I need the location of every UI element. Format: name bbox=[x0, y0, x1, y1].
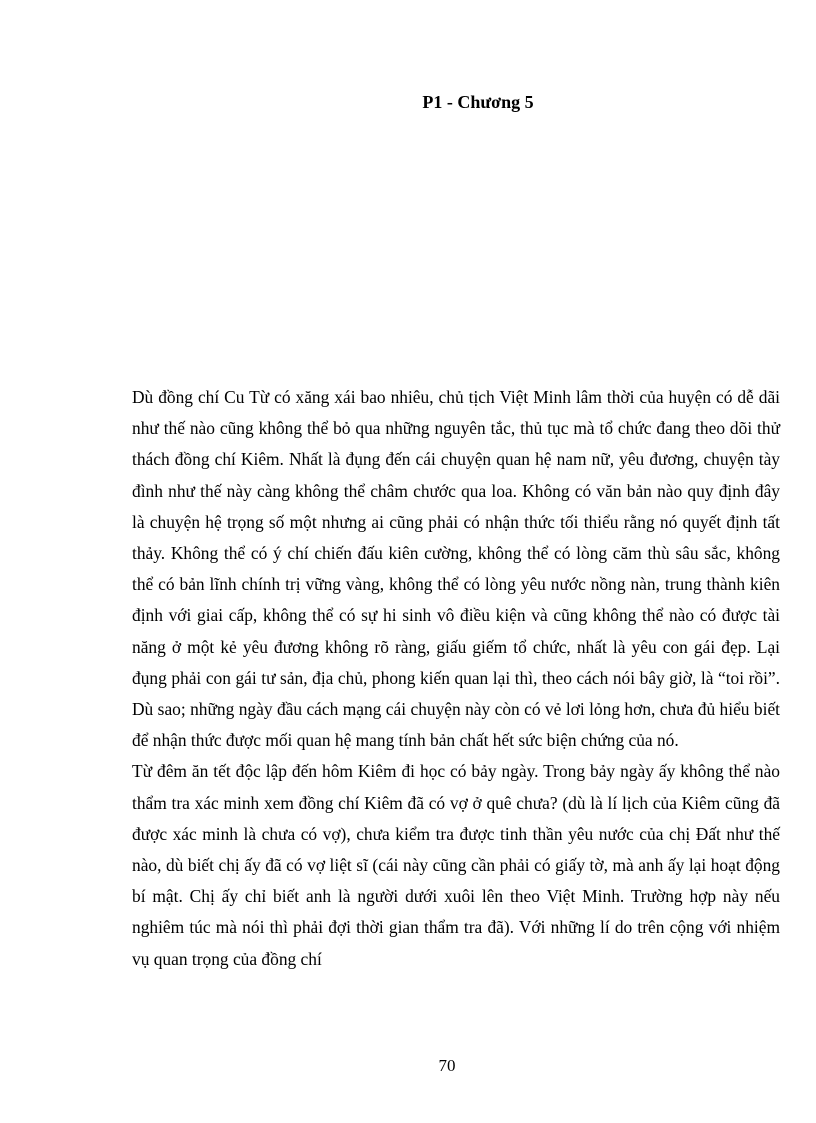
page-number: 70 bbox=[438, 1056, 456, 1075]
body-text bbox=[132, 382, 780, 975]
paragraph-2: Từ đêm ăn tết độc lập đến hôm Kiêm đi học có bảy ngày. Trong bảy ngày ấy không thể nào thẩm tra xác minh xem đồng chí Kiêm đã có vợ ở quê chưa? (dù là lí lịch của Kiêm cũng đã được xác minh là chưa có vợ), chưa kiểm tra được tinh thần yêu nước của chị Đất như thế nào, dù biết chị ấy đã có vợ liệt sĩ (cái này cũng cần phải có giấy tờ, mà anh ấy lại hoạt động bí mật. Chị ấy chỉ biết anh là người dưới xuôi lên theo Việt Minh. Trường hợp này nếu nghiêm túc mà nói thì phải đợi thời gian thẩm tra đã). Với những lí do trên cộng với nhiệm vụ quan trọng của đồng chí bbox=[132, 761, 780, 969]
chapter-title: P1 - Chương 5 bbox=[422, 92, 534, 112]
paragraph-1: Dù đồng chí Cu Từ có xăng xái bao nhiêu, chủ tịch Việt Minh lâm thời của huyện có dễ dãi như thế nào cũng không thể bỏ qua những nguyên tắc, thủ tục mà tổ chức đang theo dõi thử thách đồng chí Kiêm. Nhất là đụng đến cái chuyện quan hệ nam nữ, yêu đương, chuyện tày đình như thế này càng không thể châm chước qua loa. Không có văn bản nào quy định đây là chuyện hệ trọng số một nhưng ai cũng phải có nhận thức tối thiểu rằng nó quyết định tất thảy. Không thể có ý chí chiến đấu kiên cường, không thể có lòng căm thù sâu sắc, không thể có bản lĩnh chính trị vững vàng, không thể có lòng yêu nước nồng nàn, trung thành kiên định với giai cấp, không thể có sự hi sinh vô điều kiện và cũng không thể nào có được tài năng ở một kẻ yêu đương không rõ ràng, giấu giếm tổ chức, nhất là yêu con gái đẹp. Lại đụng phải con gái tư sản, địa chủ, phong kiến quan lại thì, theo cách nói bây giờ, là “toi rồi”. Dù sao; những ngày đầu cách mạng cái chuyện này còn có vẻ lơi lỏng hơn, chưa đủ hiểu biết để nhận thức được mối quan hệ mang tính bản chất hết sức biện chứng của nó. bbox=[132, 387, 780, 751]
